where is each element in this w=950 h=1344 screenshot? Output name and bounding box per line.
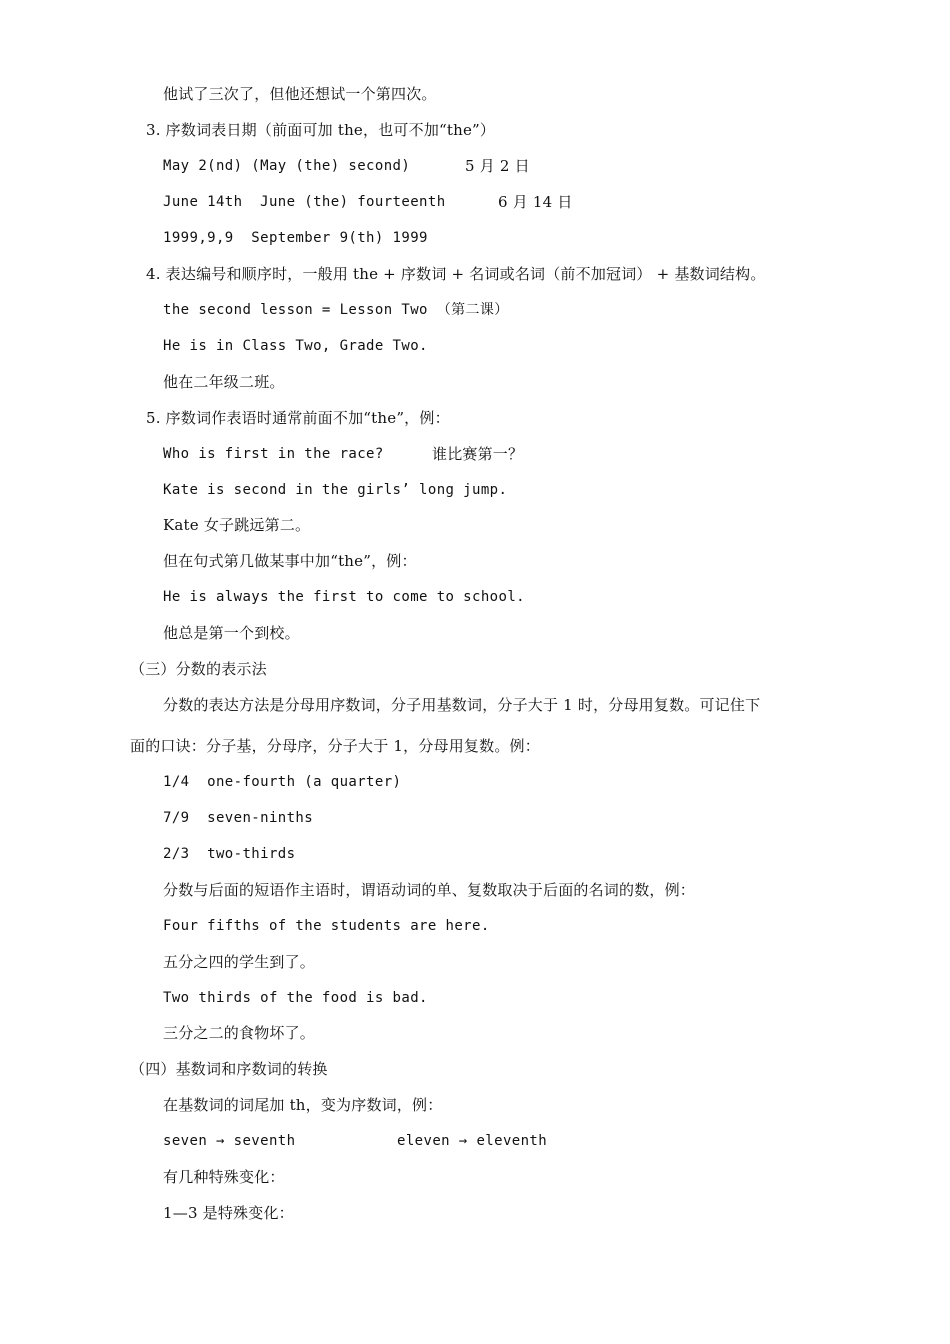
example-translation-fourth-try: 他试了三次了，但他还想试一个第四次。 (163, 85, 437, 103)
example-translation: 他在二年级二班。 (163, 373, 285, 391)
conversion-rule: 在基数词的词尾加 th，变为序数词，例： (163, 1096, 443, 1114)
example-translation: 五分之四的学生到了。 (163, 953, 316, 971)
example-sentence: Kate is second in the girls’ long jump. (163, 482, 508, 498)
date-example-chinese: 6 月 14 日 (498, 193, 573, 211)
example-translation: 三分之二的食物坏了。 (163, 1024, 316, 1042)
example-translation: 谁比赛第一？ (432, 445, 524, 463)
fraction-example: 2/3 two-thirds (163, 846, 296, 862)
example-sentence: Two thirds of the food is bad. (163, 990, 428, 1006)
example-translation: Kate 女子跳远第二。 (163, 516, 311, 534)
date-example-chinese: 5 月 2 日 (465, 157, 530, 175)
fraction-example: 7/9 seven-ninths (163, 810, 314, 826)
example-translation: 他总是第一个到校。 (163, 624, 300, 642)
fractions-paragraph: 分数的表达方法是分母用序数词，分子用基数词，分子大于 1 时，分母用复数。可记住下 (163, 696, 761, 714)
fractions-paragraph: 面的口诀：分子基，分母序，分子大于 1，分母用复数。例： (130, 737, 540, 755)
example-sentence: Four fifths of the students are here. (163, 918, 490, 934)
rule-note: 但在句式第几做某事中加“the”，例： (163, 552, 417, 570)
section-heading-conversion: （四）基数词和序数词的转换 (130, 1060, 328, 1078)
fraction-example: 1/4 one-fourth (a quarter) (163, 774, 402, 790)
date-example-english: 1999,9,9 September 9(th) 1999 (163, 230, 428, 246)
rule-4-heading: 4. 表达编号和顺序时，一般用 the + 序数词 + 名词或名词（前不加冠词） + 基数词结构。 (146, 265, 766, 283)
conversion-example: seven → seventh (163, 1133, 296, 1149)
section-heading-fractions: （三）分数的表示法 (130, 660, 267, 678)
date-example-english: May 2(nd) (May (the) second) (163, 158, 411, 174)
fractions-rule: 分数与后面的短语作主语时，谓语动词的单、复数取决于后面的名词的数，例： (163, 881, 696, 899)
example-sentence: Who is first in the race? (163, 446, 384, 462)
example-sentence: He is in Class Two, Grade Two. (163, 338, 428, 354)
example-sentence: the second lesson = Lesson Two （第二课） (163, 302, 509, 318)
example-sentence: He is always the first to come to school. (163, 589, 525, 605)
rule-5-heading: 5. 序数词作表语时通常前面不加“the”，例： (146, 409, 450, 427)
conversion-example: eleven → eleventh (397, 1133, 548, 1149)
rule-3-heading: 3. 序数词表日期（前面可加 the，也可不加“the”） (146, 121, 496, 139)
date-example-english: June 14th June (the) fourteenth (163, 194, 446, 210)
conversion-note: 1—3 是特殊变化： (163, 1204, 294, 1222)
conversion-note: 有几种特殊变化： (163, 1168, 285, 1186)
